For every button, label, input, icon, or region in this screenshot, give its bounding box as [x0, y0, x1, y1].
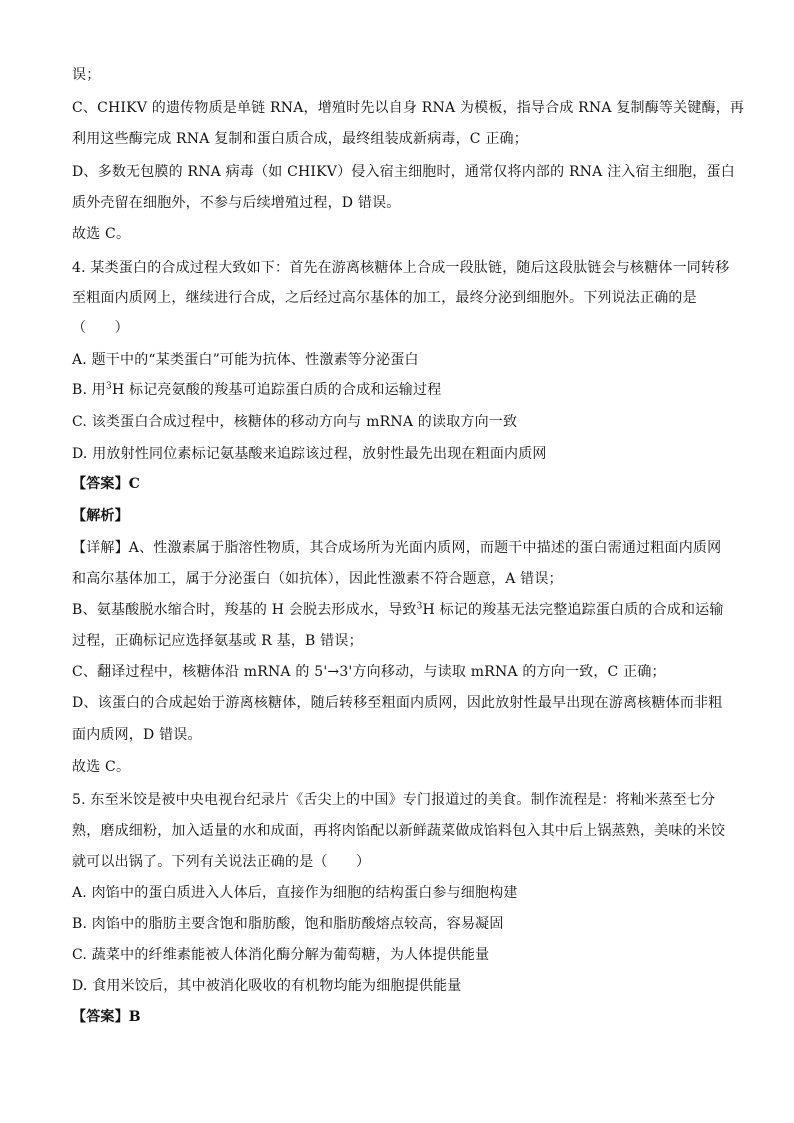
option-d: D. 食用米饺后，其中被消化吸收的有机物均能为细胞提供能量 [72, 978, 462, 994]
question-5-stem: 就可以出锅了。下列有关说法正确的是（ ） [72, 854, 371, 870]
question-5-stem: 熟，磨成细粉，加入适量的水和成面，再将肉馅配以新鲜蔬菜做成馅料包入其中后上锅蒸熟，美味的米饺 [72, 823, 726, 839]
explanation-line: 和高尔基体加工，属于分泌蛋白（如抗体），因此性激素不符合题意，A 错误； [72, 571, 563, 587]
question-5-stem: 5. 东至米饺是被中央电视台纪录片《舌尖上的中国》专门报道过的美食。制作流程是：将籼米蒸至七分 [72, 792, 716, 808]
question-4-blank: （ ） [72, 320, 129, 336]
explanation-line: D、该蛋白的合成起始于游离核糖体，随后转移至粗面内质网，因此放射性最早出现在游离核糖体而非粗 [72, 695, 723, 711]
superscript-3: 3 [416, 601, 423, 612]
explanation-line: C、翻译过程中，核糖体沿 mRNA 的 5'→3'方向移动，与读取 mRNA 的方向一致，C 正确； [72, 664, 666, 680]
explanation-line: B、氨基酸脱水缩合时，羧基的 H 会脱去形成水，导致$^3$H 标记的羧基无法完整追踪蛋白质的合成和运输 [72, 601, 724, 618]
answer-choice: 故选 C。 [72, 759, 131, 775]
explanation-line: 过程，正确标记应选择氨基或 R 基，B 错误； [72, 633, 363, 649]
option-d: D. 用放射性同位素标记氨基酸来追踪该过程，放射性最先出现在粗面内质网 [72, 446, 547, 462]
text-line: 利用这些酶完成 RNA 复制和蛋白质合成，最终组装成新病毒，C 正确； [72, 131, 528, 147]
option-a: A. 题干中的“某类蛋白”可能为抗体、性激素等分泌蛋白 [72, 352, 419, 368]
text-line: D、多数无包膜的 RNA 病毒（如 CHIKV）侵入宿主细胞时，通常仅将内部的 RNA 注入宿主细胞，蛋白 [72, 164, 735, 180]
option-b: B. 用$^3$H 标记亮氨酸的羧基可追踪蛋白质的合成和运输过程 [72, 381, 442, 398]
answer-label: 【答案】C [72, 476, 141, 492]
answer-label: 【答案】B [72, 1009, 141, 1025]
option-c: C. 该类蛋白合成过程中，核糖体的移动方向与 mRNA 的读取方向一致 [72, 414, 518, 430]
text-line: 质外壳留在细胞外，不参与后续增殖过程，D 错误。 [72, 195, 401, 211]
analysis-label: 【解析】 [72, 508, 129, 524]
option-c: C. 蔬菜中的纤维素能被人体消化酶分解为葡萄糖，为人体提供能量 [72, 947, 490, 963]
text-line: C、CHIKV 的遗传物质是单链 RNA，增殖时先以自身 RNA 为模板，指导合成 RNA 复制酶等关键酶，再 [72, 100, 745, 116]
question-4-stem: 4. 某类蛋白的合成过程大致如下：首先在游离核糖体上合成一段肽链，随后这段肽链会与核糖体一同转移 [72, 260, 730, 276]
text-line: 误； [72, 67, 101, 83]
option-a: A. 肉馅中的蛋白质进入人体后，直接作为细胞的结构蛋白参与细胞构建 [72, 885, 518, 901]
question-4-stem: 至粗面内质网上，继续进行合成，之后经过高尔基体的加工，最终分泌到细胞外。下列说法正确的是 [72, 290, 697, 306]
option-b: B. 肉馅中的脂肪主要含饱和脂肪酸，饱和脂肪酸熔点较高，容易凝固 [72, 916, 504, 932]
explanation-line: 【详解】A、性激素属于脂溶性物质，其合成场所为光面内质网，而题干中描述的蛋白需通过粗面内质网 [72, 540, 722, 556]
superscript-3: 3 [106, 381, 112, 392]
answer-choice: 故选 C。 [72, 226, 131, 242]
explanation-line: 面内质网，D 错误。 [72, 727, 202, 743]
